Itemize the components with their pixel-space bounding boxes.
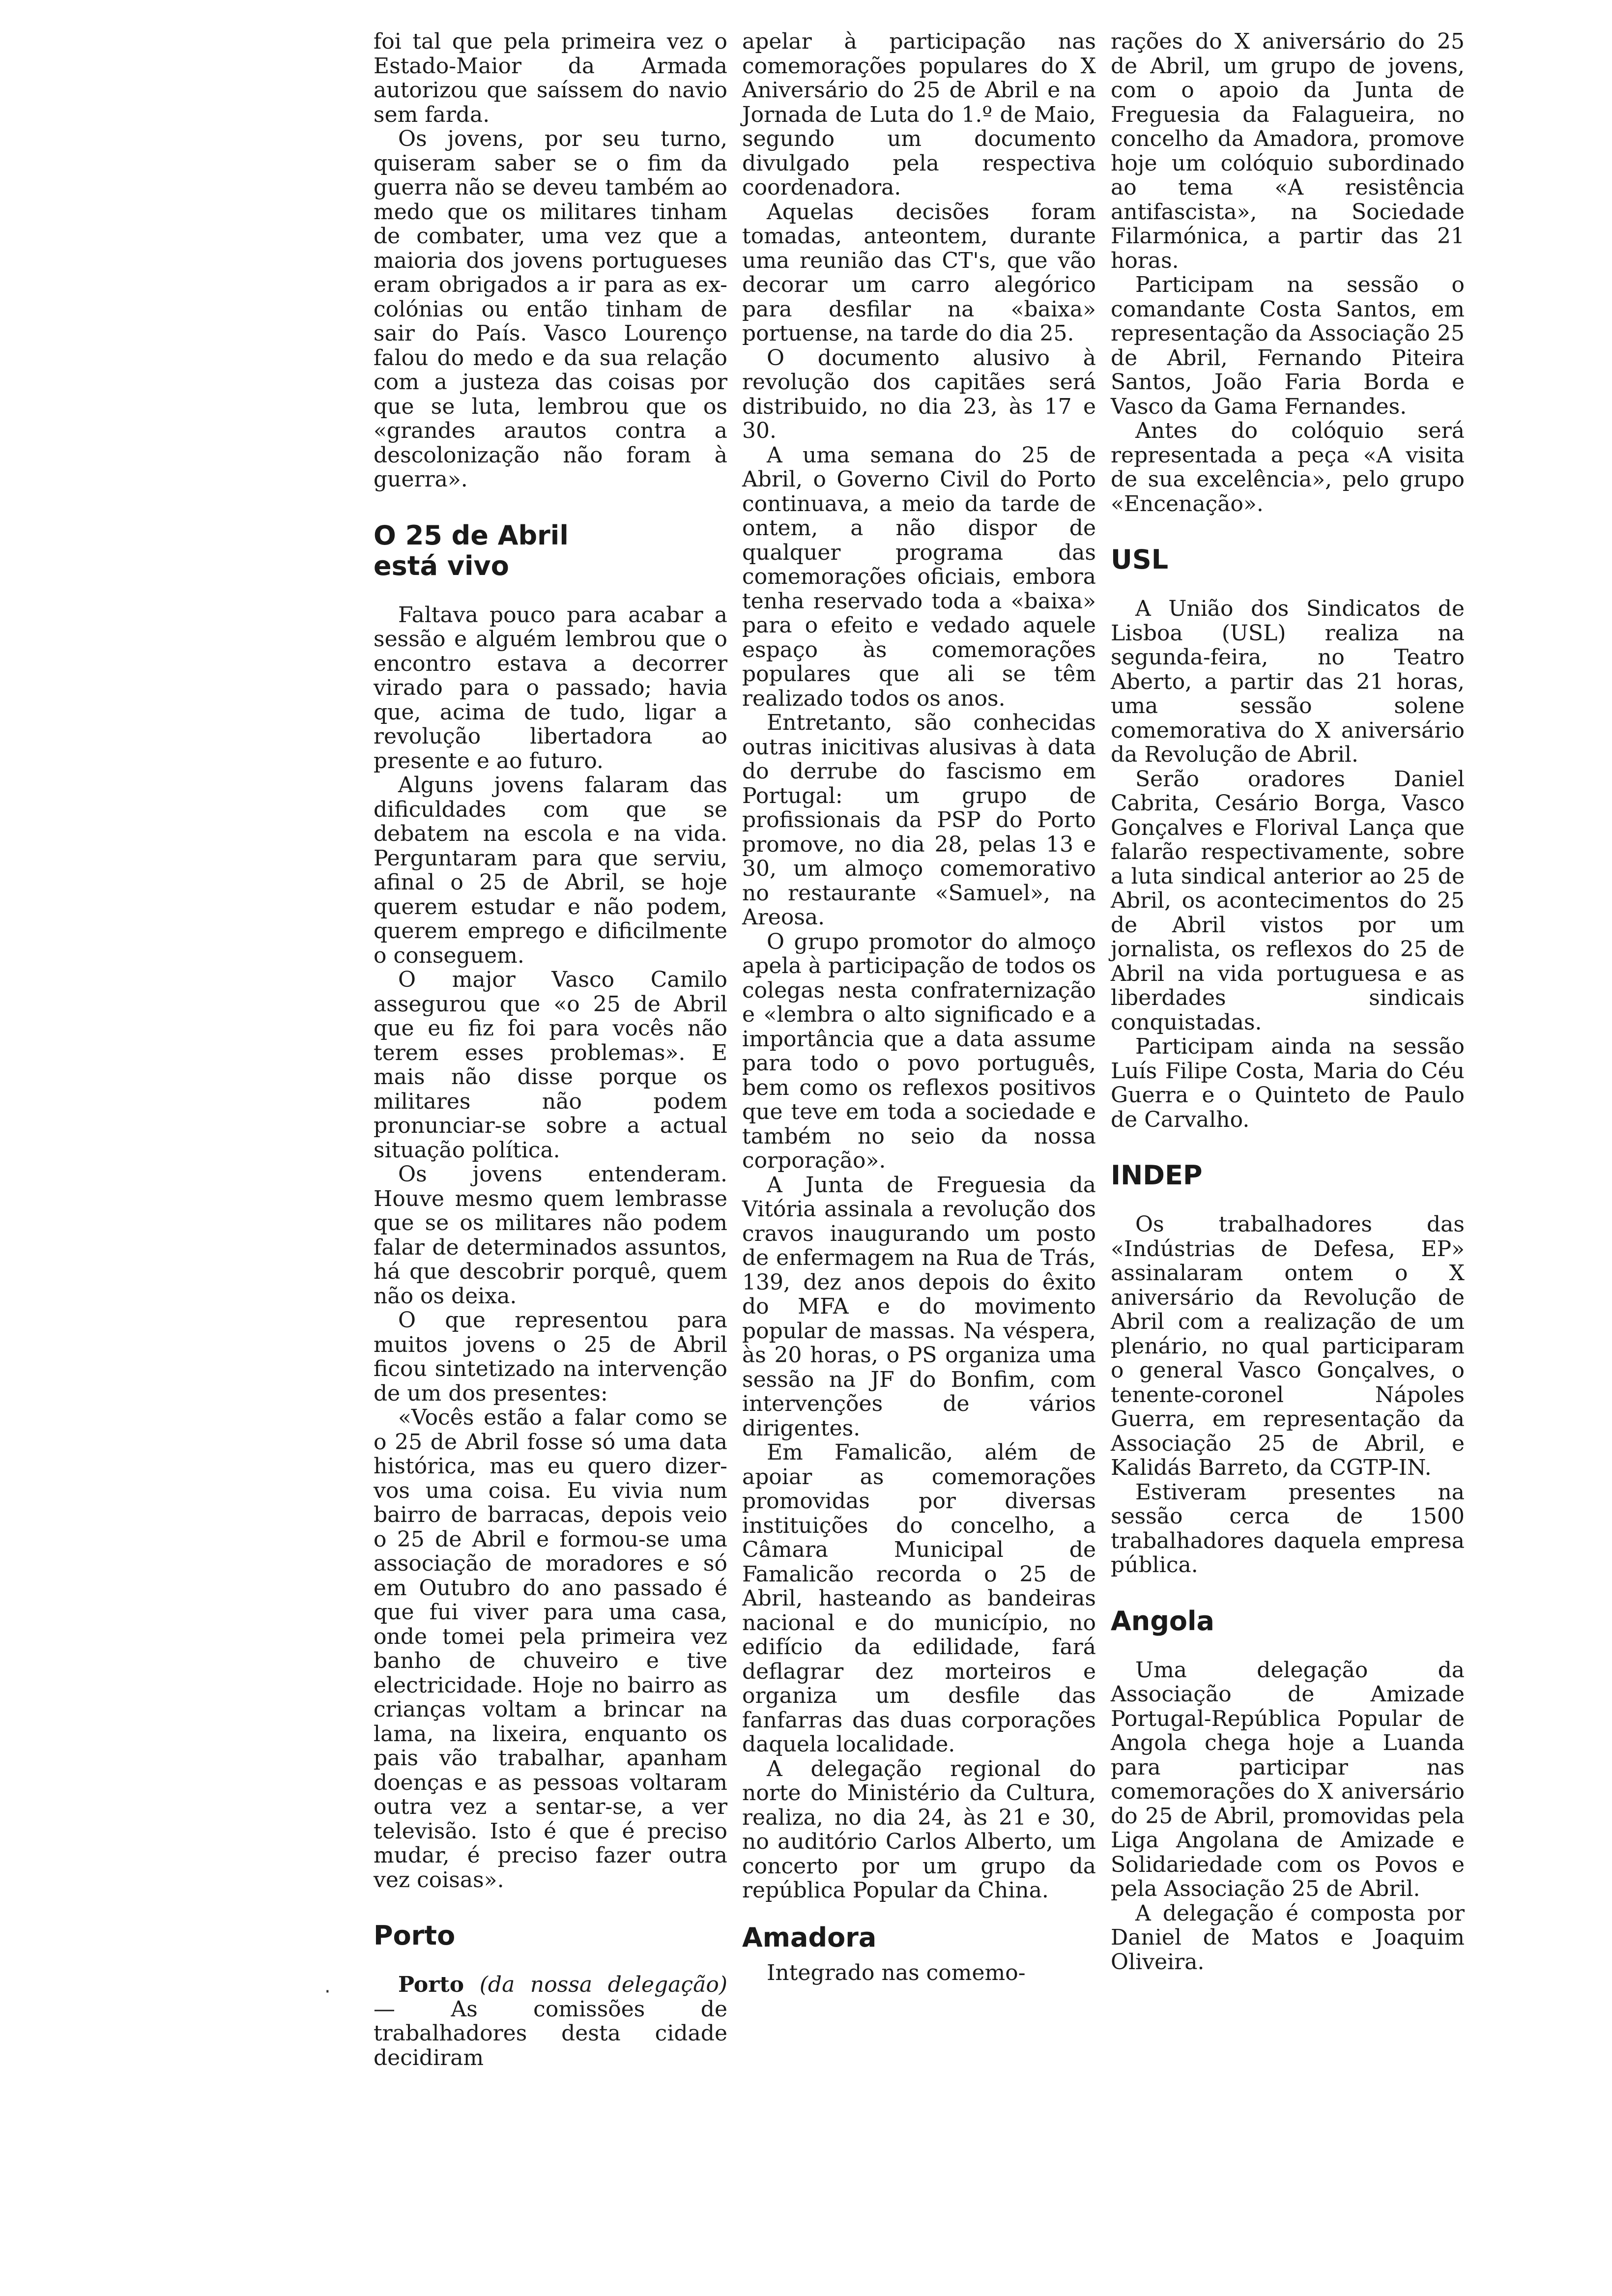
paragraph: Os jovens, por seu turno, quiseram saber se o fim da guerra não se deveu também ao medo que os militares tinham de combater, uma vez que a maioria dos jovens portugueses eram obrigados a ir para as ex-colónias ou então tinham de sair do País. Vasco Lourenço falou do medo e da sua relação com a justeza das coisas por que se luta, lembrou que os «grandes arautos contra a descolonização não foram à guerra». (374, 126, 727, 492)
section-heading-angola: Angola (1111, 1605, 1214, 1636)
column-1 (374, 29, 727, 2070)
paragraph: Entretanto, são conhecidas outras inicitivas alusivas à data do derrube do fascismo em Portugal: um grupo de profissionais da PSP do Porto promove, no dia 28, pelas 13 e 30, um almoço comemorativo no restaurante «Samuel», na Areosa. (742, 710, 1096, 930)
section-heading-usl: USL (1111, 544, 1169, 575)
heading-line: está vivo (374, 550, 509, 581)
column-2 (742, 29, 1096, 1985)
paragraph: A delegação é composta por Daniel de Matos e Joaquim Oliveira. (1111, 1900, 1465, 1975)
section-heading-porto: Porto (374, 1920, 456, 1951)
paragraph: Alguns jovens falaram das dificuldades com que se debatem na escola e na vida. Perguntaram para que serviu, afinal o 25 de Abril, se hoje querem estudar e não podem, querem emprego e dificilmente o conseguem. (374, 773, 727, 968)
paragraph: A uma semana do 25 de Abril, o Governo Civil do Porto continuava, a meio da tarde de ontem, a não dispor de qualquer programa das comemorações oficiais, embora tenha reservado toda a «baixa» para o efeito e vedado aquele espaço às comemorações populares que ali se têm realizado todos os anos. (742, 442, 1096, 711)
paragraph: Participam na sessão o comandante Costa Santos, em representação da Associação 25 de Abril, Fernando Piteira Santos, João Faria Borda e Vasco da Gama Fernandes. (1111, 272, 1465, 419)
paragraph: foi tal que pela primeira vez o Estado-Maior da Armada autorizou que saíssem do navio sem farda. (374, 29, 727, 127)
section-heading-indep: INDEP (1111, 1160, 1203, 1191)
paragraph: apelar à participação nas comemorações populares do X Aniversário do 25 de Abril e na Jornada de Luta do 1.º de Maio, segundo um documento divulgado pela respectiva coordenadora. (742, 29, 1096, 200)
paragraph: Aquelas decisões foram tomadas, anteontem, durante uma reunião das CT's, que vão decorar um carro alegórico para desfilar na «baixa» portuense, na tarde do dia 25. (742, 199, 1096, 346)
paragraph: A Junta de Freguesia da Vitória assinala a revolução dos cravos inaugurando um posto de enfermagem na Rua de Trás, 139, dez anos depois do êxito do MFA e do movimento popular de massas. Na véspera, às 20 horas, o PS organiza uma sessão na JF do Bonfim, com intervenções de vários dirigentes. (742, 1172, 1096, 1441)
dateline-source: (da nossa delegação) (479, 1972, 727, 1997)
section-heading-amadora: Amadora (742, 1922, 877, 1953)
dateline: Porto (398, 1972, 464, 1997)
paragraph: Faltava pouco para acabar a sessão e alguém lembrou que o encontro estava a decorrer virado para o passado; havia que, acima de tudo, ligar a revolução libertadora ao presente e ao futuro. (374, 602, 727, 774)
paragraph: O que representou para muitos jovens o 25 de Abril ficou sintetizado na intervenção de um dos presentes: (374, 1308, 727, 1406)
paragraph: Integrado nas comemo- (767, 1960, 1026, 1985)
section-heading-25-abril (374, 520, 727, 581)
paragraph-text: — As comissões de trabalhadores desta cidade decidiram (374, 1996, 727, 2070)
paragraph: Participam ainda na sessão Luís Filipe Costa, Maria do Céu Guerra e o Quinteto de Paulo de Carvalho. (1111, 1034, 1465, 1132)
paragraph: Em Famalicão, além de apoiar as comemorações promovidas por diversas instituições do concelho, a Câmara Municipal de Famalicão recorda o 25 de Abril, hasteando as bandeiras nacional e do município, no edifício da edilidade, fará deflagrar dez morteiros e organiza um desfile das fanfarras das duas corporações daquela localidade. (742, 1440, 1096, 1757)
paragraph: rações do X aniversário do 25 de Abril, um grupo de jovens, com o apoio da Junta de Freguesia da Falagueira, no concelho da Amadora, promove hoje um colóquio subordinado ao tema «A resistência antifascista», na Sociedade Filarmónica, a partir das 21 horas. (1111, 29, 1465, 273)
paragraph: O grupo promotor do almoço apela à participação de todos os colegas nesta confraternização e «lembra o alto significado e a importância que a data assume para todo o povo português, bem como os reflexos positivos que teve em toda a sociedade e também no seio da nossa corporação». (742, 929, 1096, 1173)
paragraph: O major Vasco Camilo assegurou que «o 25 de Abril que eu fiz foi para vocês não terem esses problemas». E mais não disse porque os militares não podem pronunciar-se sobre a actual situação política. (374, 967, 727, 1163)
column-3 (1111, 29, 1465, 1974)
paragraph: O documento alusivo à revolução dos capitães será distribuido, no dia 23, às 17 e 30. (742, 345, 1096, 443)
paragraph: A delegação regional do norte do Ministério da Cultura, realiza, no dia 24, às 21 e 30, no auditório Carlos Alberto, um concerto por um grupo da república Popular da China. (742, 1756, 1096, 1903)
paragraph: Estiveram presentes na sessão cerca de 1500 trabalhadores daquela empresa pública. (1111, 1479, 1465, 1578)
paragraph: Uma delegação da Associação de Amizade Portugal-República Popular de Angola chega hoje a Luanda para participar nas comemorações do X aniversário do 25 de Abril, promovidas pela Liga Angolana de Amizade e Solidariedade com os Povos e pela Associação 25 de Abril. (1111, 1657, 1465, 1901)
paragraph: «Vocês estão a falar como se o 25 de Abril fosse só uma data histórica, mas eu quero dizer-vos uma coisa. Eu vivia num bairro de barracas, depois veio o 25 de Abril e formou-se uma associação de moradores e só em Outubro do ano passado é que fui viver para uma casa, onde tomei pela primeira vez banho de chuveiro e tive electricidade. Hoje no bairro as crianças voltam a brincar na lama, na lixeira, enquanto os pais vão trabalhar, apanham doenças e as pessoas voltaram outra vez a sentar-se, a ver televisão. Isto é que é preciso mudar, é preciso fazer outra vez coisas». (374, 1405, 727, 1893)
paragraph: A União dos Sindicatos de Lisboa (USL) realiza na segunda-feira, no Teatro Aberto, a partir das 21 horas, uma sessão solene comemorativa do X aniversário da Revolução de Abril. (1111, 596, 1465, 767)
paragraph: Os jovens entenderam. Houve mesmo quem lembrasse que se os militares não podem falar de determinados assuntos, há que descobrir porquê, quem não os deixa. (374, 1162, 727, 1309)
paragraph: Antes do colóquio será representada a peça «A visita de sua excelência», pelo grupo «Encenação». (1111, 418, 1465, 517)
paragraph: Serão oradores Daniel Cabrita, Cesário Borga, Vasco Gonçalves e Florival Lança que falarão respectivamente, sobre a luta sindical anterior ao 25 de Abril, os acontecimentos do 25 de Abril vistos por um jornalista, os reflexos do 25 de Abril na vida portuguesa e as liberdades sindicais conquistadas. (1111, 766, 1465, 1035)
scan-artifact: · (324, 1980, 331, 2003)
paragraph: Os trabalhadores das «Indústrias de Defesa, EP» assinalaram ontem o X aniversário da Revolução de Abril com a realização de um plenário, no qual participaram o general Vasco Gonçalves, o tenente-coronel Nápoles Guerra, em representação da Associação 25 de Abril, e Kalidás Barreto, da CGTP-IN. (1111, 1212, 1465, 1480)
paragraph-porto-lead (374, 1973, 727, 2070)
heading-line: O 25 de Abril (374, 519, 569, 551)
